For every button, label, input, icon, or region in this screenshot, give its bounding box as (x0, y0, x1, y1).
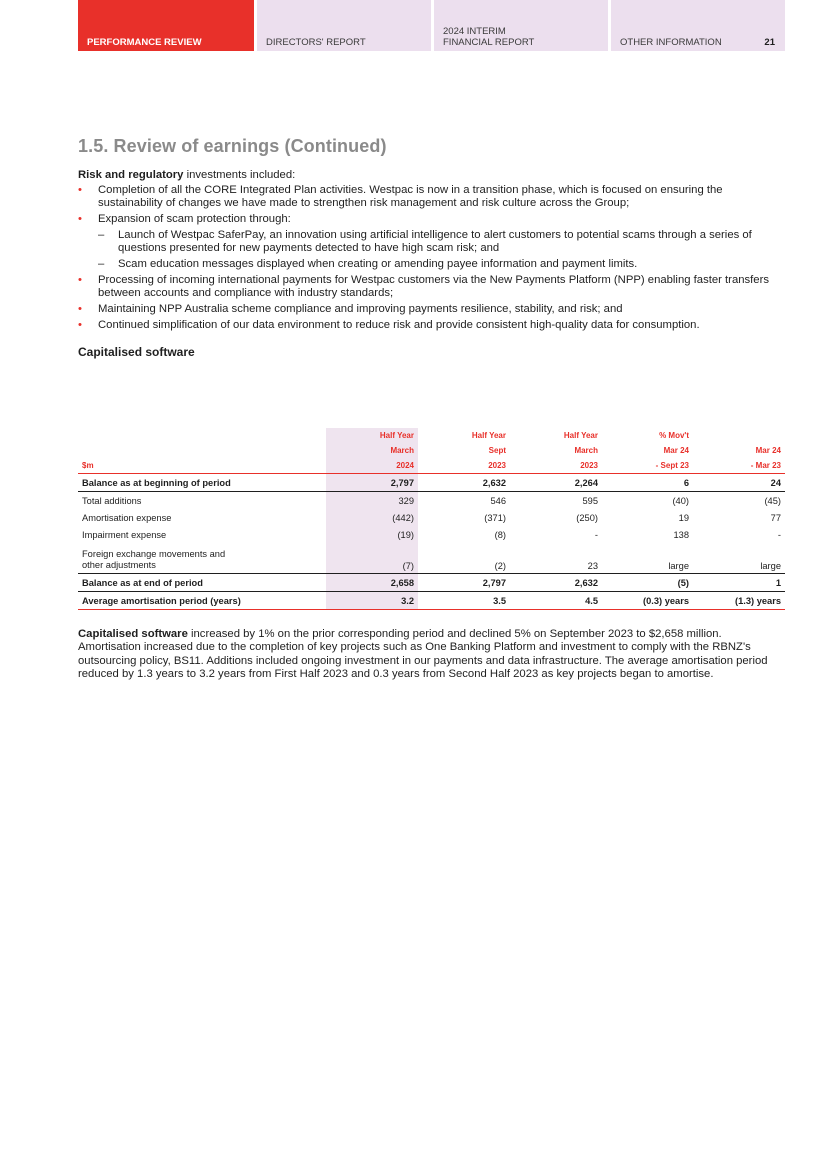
table-cell: (5) (602, 574, 693, 592)
table-cell: 2,632 (418, 474, 510, 492)
table-cell: 2,797 (418, 574, 510, 592)
header-cell (693, 428, 785, 443)
table-cell: - (594, 529, 598, 540)
table-row (78, 574, 785, 592)
tab-label: DIRECTORS' REPORT (266, 37, 366, 48)
risk-intro-bold: Risk and regulatory (78, 169, 184, 181)
capitalised-software-table (78, 428, 785, 610)
header-cell: Sept (488, 446, 506, 455)
sub-list-item-text: Scam education messages displayed when creating or amending payee information and payment limits. (118, 258, 638, 270)
section-title: 1.5. Review of earnings (Continued) (78, 136, 387, 156)
row-label: Total additions (82, 495, 142, 506)
table-cell: (19) (326, 526, 418, 543)
list-item (78, 213, 786, 271)
list-item-text: Continued simplification of our data environment to reduce risk and provide consistent high-quality data for consumption. (98, 319, 700, 331)
row-label: Impairment expense (82, 529, 167, 540)
row-label-line1: Foreign exchange movements and (82, 549, 226, 559)
table-cell: 77 (770, 512, 781, 523)
risk-intro-rest: investments included: (183, 169, 296, 181)
risk-bullet-list (78, 184, 786, 332)
header-cell: 2023 (418, 458, 510, 474)
paragraph-text: increased by 1% on the prior corresponding period and declined 5% on September 2023 to $2,658 million. Amortisation increased due to the completion of key projects such as One Banking Platform and investment to comply with the RBNZ's outsourcing policy, BS11. Additions included ongoing investment in our payments and data infrastructure. The average amortisation period reduced by 1.3 years to 3.2 years from First Half 2023 and 0.3 years from Second Half 2023 as key projects began to amortise. (78, 628, 768, 681)
list-item-text: Completion of all the CORE Integrated Plan activities. Westpac is now in a transition phase, which is focused on ensuring the sustainability of changes we have made to strengthen risk management and risk culture across the Group; (98, 184, 723, 209)
header-cell: - Sept 23 (602, 458, 693, 474)
table-cell: 2,632 (510, 574, 602, 592)
header-cell (78, 443, 326, 458)
table-cell: 6 (602, 474, 693, 492)
header-cell: 2023 (510, 458, 602, 474)
table-cell: large (760, 561, 781, 571)
row-label: Balance as at beginning of period (78, 474, 326, 492)
sub-list-item (98, 258, 786, 271)
table-row (78, 592, 785, 610)
table-cell: 3.2 (326, 592, 418, 610)
table-row (78, 526, 785, 543)
table-cell: 2,264 (510, 474, 602, 492)
table-cell: (1.3) years (693, 592, 785, 610)
header-cell: March (574, 446, 598, 455)
bullet-marker: • (78, 303, 82, 315)
tab-directors-report[interactable] (257, 0, 431, 51)
bullet-marker: • (78, 274, 82, 286)
sub-list-item-text: Launch of Westpac SaferPay, an innovation using artificial intelligence to alert customers to potential scams through a series of questions presented for new payments detected to have high scam risk; and (118, 229, 752, 254)
table-cell: 23 (587, 561, 598, 571)
row-label-line2: other adjustments (82, 560, 156, 570)
sub-list-item (98, 229, 786, 255)
table-cell: 19 (678, 512, 689, 523)
table-cell: (45) (764, 495, 781, 506)
tab-other-information[interactable] (611, 0, 785, 51)
header-cell: Mar 24 (663, 446, 689, 455)
list-item-text: Maintaining NPP Australia scheme compliance and improving payments resilience, stability, and risk; and (98, 303, 623, 315)
row-label: Average amortisation period (years) (78, 592, 326, 610)
table-row (78, 492, 785, 510)
table-cell: - (777, 529, 781, 540)
page-number: 21 (764, 37, 775, 48)
bullet-marker: • (78, 213, 82, 225)
table-cell: 595 (582, 495, 598, 506)
table-cell: (40) (672, 495, 689, 506)
header-cell: March (326, 443, 418, 458)
table-heading: Capitalised software (78, 345, 195, 359)
list-item (78, 319, 786, 332)
table-cell: 1 (693, 574, 785, 592)
row-label: Balance as at end of period (78, 574, 326, 592)
tab-interim-financial-report[interactable] (434, 0, 608, 51)
table-cell: 4.5 (510, 592, 602, 610)
table-cell: 2,797 (326, 474, 418, 492)
list-item (78, 303, 786, 316)
capitalised-software-paragraph (78, 628, 786, 682)
header-cell: Mar 24 (755, 446, 781, 455)
table-cell: 3.5 (418, 592, 510, 610)
risk-intro (78, 169, 786, 182)
bullet-marker: • (78, 319, 82, 331)
table-cell: 329 (326, 492, 418, 510)
list-item-text: Expansion of scam protection through: (98, 213, 291, 225)
dash-marker: – (98, 229, 105, 241)
header-cell: - Mar 23 (693, 458, 785, 474)
sub-bullet-list (98, 229, 786, 271)
table-cell: (371) (484, 512, 506, 523)
tab-label-line2: FINANCIAL REPORT (443, 37, 535, 48)
table-cell: 138 (673, 529, 689, 540)
header-cell: Half Year (563, 431, 598, 440)
table-cell: (8) (494, 529, 506, 540)
list-item (78, 274, 786, 300)
tab-label: PERFORMANCE REVIEW (87, 37, 202, 48)
header-cell: Half Year (326, 428, 418, 443)
header-cell: Half Year (471, 431, 506, 440)
table-header-row (78, 458, 785, 474)
table-cell: (0.3) years (602, 592, 693, 610)
risk-section (78, 169, 786, 359)
table-cell: (7) (326, 543, 418, 574)
table-row (78, 543, 785, 574)
tab-performance-review[interactable] (78, 0, 254, 51)
table-cell: large (668, 561, 689, 571)
table-cell: 24 (693, 474, 785, 492)
header-cell: % Mov't (659, 431, 689, 440)
paragraph-bold: Capitalised software (78, 628, 188, 640)
row-label (78, 543, 326, 574)
table-row (78, 474, 785, 492)
list-item-text: Processing of incoming international payments for Westpac customers via the New Payments Platform (NPP) enabling faster transfers between accounts and compliance with industry standards; (98, 274, 769, 299)
table-cell: 2,658 (326, 574, 418, 592)
table-cell: 546 (490, 495, 506, 506)
dash-marker: – (98, 258, 105, 270)
list-item (78, 184, 786, 210)
header-cell: $m (78, 458, 326, 474)
tab-label: OTHER INFORMATION (620, 37, 722, 48)
table-header-row (78, 428, 785, 443)
table-cell: (442) (326, 509, 418, 526)
table-header-row (78, 443, 785, 458)
header-cell (78, 428, 326, 443)
table-row (78, 509, 785, 526)
table-cell: (2) (494, 561, 506, 571)
tab-label-line1: 2024 INTERIM (443, 26, 506, 37)
header-cell: 2024 (326, 458, 418, 474)
bullet-marker: • (78, 184, 82, 196)
row-label: Amortisation expense (82, 512, 172, 523)
table-cell: (250) (576, 512, 598, 523)
